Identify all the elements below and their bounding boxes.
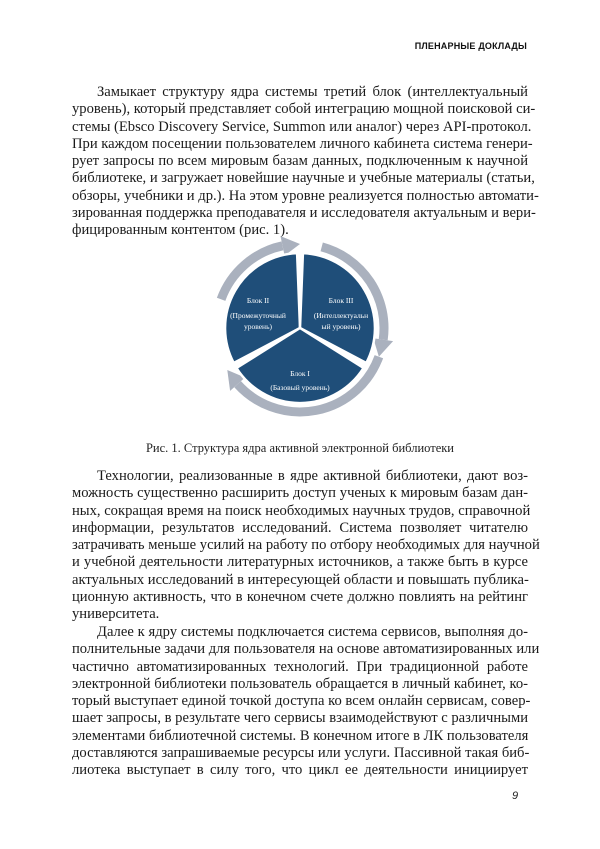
text-line: лиотека выступает в силу того, что цикл ее деятельности инициирует [72, 762, 528, 779]
text-line: ционную активность, что в конечном счете должно повлиять на рейтинг [72, 589, 528, 606]
block-3-title: Блок III [328, 296, 354, 305]
text-line: зированная поддержка преподавателя и исследователя актуальным и вери- [72, 205, 536, 222]
block-3-subtitle: (Интеллектуальн [313, 311, 369, 320]
text-line: шает запросы, в результате чего сервисы взаимодействуют с различными [72, 710, 529, 727]
text-line: ных, сокращая время на поиск необходимых научных трудов, справочной [72, 502, 531, 519]
text-line: частично автоматизированных технологий. При традиционной работе [72, 658, 528, 675]
text-line: университета. [72, 606, 160, 623]
text-line: затрачивать меньше усилий на работу по отбору необходимых для научной [72, 537, 540, 554]
text-line: информации, результатов исследований. Система позволяет читателю [72, 519, 528, 536]
text-line: При каждом посещении пользователем личного кабинета система генери- [72, 135, 533, 152]
cycle-arrowhead [373, 338, 393, 356]
text-line: уровень), который представляет собой интеграцию мощной поисковой си- [72, 101, 536, 118]
block-2-subtitle: (Промежуточный [230, 311, 286, 320]
text-line: элементами библиотечной системы. В конечном итоге в ЛК пользователя [72, 727, 529, 744]
block-2-title: Блок II [246, 296, 270, 305]
page-number: 9 [512, 790, 519, 802]
text-line: электронной библиотеки пользователь обращается в личный кабинет, ко- [72, 675, 528, 692]
text-line: библиотеке, и загружает новейшие научные и учебные материалы (статьи, [72, 170, 535, 187]
text-line: рует запросы по всем мировым базам данных, подключенным к научной [72, 153, 528, 170]
text-line: актуальных исследований в интересующей области и повышать публика- [72, 571, 529, 588]
text-line: можность существенно расширить доступ ученых к мировым базам дан- [72, 485, 528, 502]
block-2-subtitle: уровень) [243, 322, 273, 331]
paragraph-services [72, 624, 540, 780]
text-line: Технологии, реализованные в ядре активной библиотеки, дают воз- [97, 468, 528, 484]
text-line: Замыкает структуру ядра системы третий блок (интеллектуальный [97, 84, 528, 100]
text-line: Далее к ядру системы подключается система сервисов, выполняя до- [97, 624, 528, 640]
text-line: полнительные задачи для пользователя на основе автоматизированных или [72, 641, 540, 658]
text-line: доставляются запрашиваемые ресурсы или услуги. Пассивной такая биб- [72, 745, 530, 762]
text-line: торый выступает единой точкой доступа ко всем онлайн сервисам, совер- [72, 693, 531, 710]
text-line: стемы (Ebsco Discovery Service, Summon или аналог) через API-протокол. [72, 118, 532, 135]
paragraph-intellectual-level [72, 84, 539, 240]
text-line: и учебной деятельности литературных источников, а также быть в курсе [72, 554, 528, 571]
figure-caption: Рис. 1. Структура ядра активной электронной библиотеки [145, 441, 454, 455]
running-header: ПЛЕНАРНЫЕ ДОКЛАДЫ [414, 41, 527, 51]
paragraph-technologies [72, 468, 540, 624]
library-core-structure-diagram [0, 232, 600, 417]
text-line: фицированным контентом (рис. 1). [72, 222, 289, 239]
block-1-subtitle: (Базовый уровень) [270, 383, 330, 392]
block-3-subtitle: ый уровень) [321, 322, 361, 331]
block-1-title: Блок I [290, 369, 310, 378]
text-line: обзоры, учебники и др.). На этом уровне реализуется полностью автомати- [72, 187, 539, 204]
